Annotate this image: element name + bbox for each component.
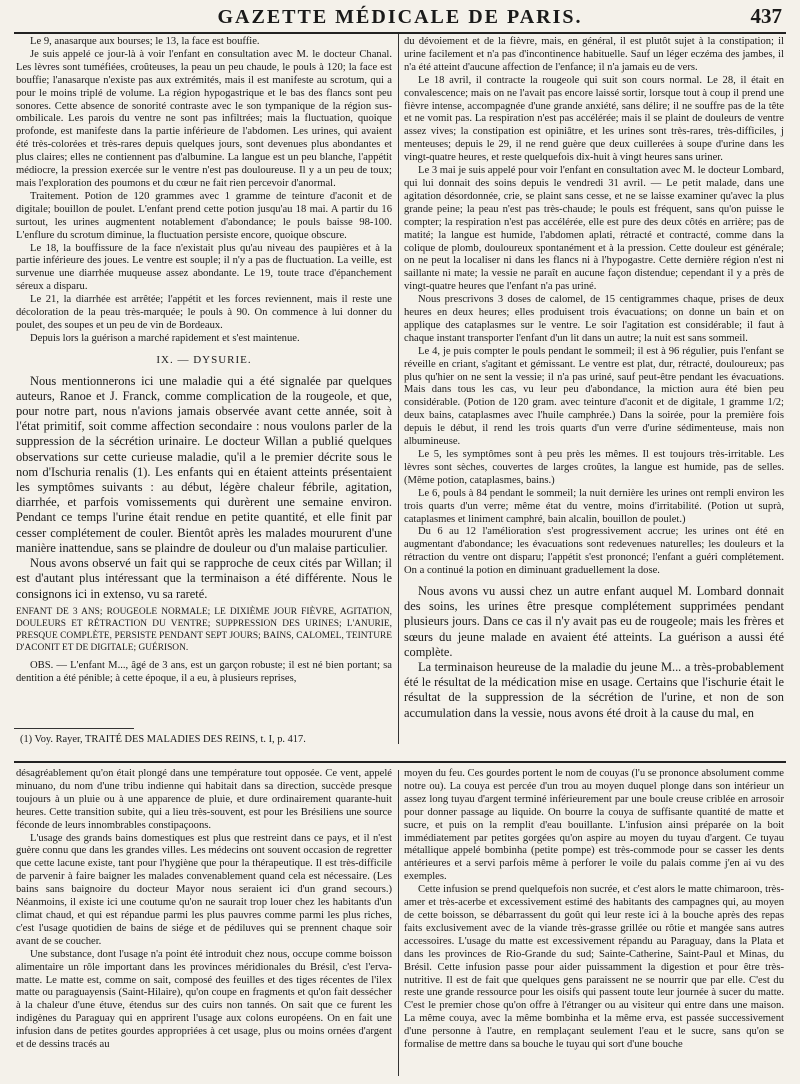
paragraph: moyen du feu. Ces gourdes portent le nom de couyas (l'u se prononce absolument comme notre ou). La couya est percée d'un trou au moyen duquel plonge dans son intérieur un assez long tuyau d'argent terminé inférieurement par une boule creuse criblée en arrosoir pour donner passage au liquide. On bourre la couya de suffisante quantité de matte et sucre, et puis on la remplit d'eau bouillante. L'infusion ainsi préparée on la boit immédiatement par petites gorgées qu'on aspire au moyen du tuyau d'argent. Ce tuyau métallique appelé bombinha (petite pompe) est très-commode pour se casser les dents antérieures et a servi parfois même à perforer le voile du palais comme j'en ai vu des exemples. [404,768,784,883]
bottom-left-column [16,768,392,1080]
page-number: 437 [750,4,782,28]
footnote: (1) Voy. Rayer, TRAITÉ DES MALADIES DES REINS, t. I, p. 417. [20,734,306,745]
paragraph: Le 6, pouls à 84 pendant le sommeil; la nuit dernière les urines ont rempli environ les trois quarts d'un verre; même état du ventre, moins d'irritabilité. (Potion ut suprà, cataplasmes et liniment camphré, bain alcalin, bouillon de poulet.) [404,487,784,525]
paragraph: Nous avons observé un fait qui se rapproche de ceux cités par Willan; il est d'autant plus intéressant que la terminaison a été différente. Nous le consignons ici in extenso, vu sa rareté. [16,556,392,601]
paragraph: Le 4, je puis compter le pouls pendant le sommeil; il est à 96 régulier, puis l'enfant se réveille en criant, s'agitant et gémissant. Le ventre est plat, dur, rétracté, douloureux; pas plus qu'hier on ne sent la vessie; il n'a pas uriné, sauf peut-être pendant les évacuations. Mais dans tous les cas, vu leur peu d'abondance, la miction aura été bien peu considérable. (Potion de 120 gram. avec teinture d'aconit et de digitale, 1 gramme 1/2; deux bains, cataplasmes avec l'huile camphrée.) Dans la soirée, pour la première fois depuis le début, il rend les trois quarts d'un verre d'urine sédimenteuse, mais non albumineuse. [404,345,784,448]
paragraph: désagréablement qu'on était plongé dans une température tout opposée. Ce vent, appelé minuano, du nom d'une tribu indienne qui habitait dans sa direction, succède presque toujours à un pluie ou à une apparence de pluie, et dure ordinairement quarante-huit heures. Cette transition subite, qui a lieu très-souvent, est pour les Brésiliens une source féconde de leurs innombrables constipaçoons. [16,768,392,831]
paragraph: La terminaison heureuse de la maladie du jeune M... a très-probablement été le résultat de la médication mise en usage. Certains que l'ischurie était le résultat de la suppression de la sécrétion de l'urine, et non de son accumulation dans la vessie, nous avons été droit à la cause du mal, en [404,660,784,720]
paragraph: Une substance, dont l'usage n'a point été introduit chez nous, occupe comme boisson alimentaire un rôle important dans les provinces méridionales du Brésil, c'est l'erva-matte. Le matte est, comme on sait, composé des feuilles et des tiges récentes de l'ilex matte ou paraguayensis (Saint-Hilaire), qu'on coupe en fragments et qu'on fait dessécher à la chaleur d'une étuve, étendus sur des cuirs non tannés. On sait que ce furent les indigènes du Paraguay qui en apprirent l'usage aux colons européens. On en fait une infusion dans de petites gourdes appropriées à cet usage, plus ou moins ornées d'argent et de dessins tracés au [16,948,392,1051]
paragraph: Nous mentionnerons ici une maladie qui a été signalée par quelques auteurs, Ranoe et J. Franck, comme complication de la rougeole, et que, pour notre part, nous n'avions jamais observée avant cette année, soit à l'état primitif, soit comme affection secondaire : nous voulons parler de la suppression de la sécrétion urinaire. Le docteur Willan a publié quelques observations sur cette curieuse maladie, qu'il a le premier décrite sous le nom d'Ischuria renalis (1). Les enfants qui en étaient atteints présentaient les symptômes suivants : au début, légère chaleur fébrile, agitation, diarrhée, et parfois vomissements qui durèrent une semaine environ. Pendant ce temps l'urine était rendue en petite quantité, et elle finit par cesser complétement de couler. Bientôt après les malades moururent d'une manière inattendue, sans se plaindre de douleur ou d'un malaise particulier. [16,373,392,555]
top-right-column [404,36,784,754]
footnote-rule [14,728,134,729]
paragraph: Le 5, les symptômes sont à peu près les mêmes. Il est toujours très-irritable. Les lèvres sont sèches, couvertes de larges croûtes, la langue est humide, pas de selles. (Même potion, cataplasmes, bains.) [404,449,784,486]
section-separator [14,761,786,763]
column-divider [398,770,399,1076]
paragraph: Je suis appelé ce jour-là à voir l'enfant en consultation avec M. le docteur Chanal. Les lèvres sont tuméfiées, croûteuses, la peau un peu chaude, le pouls à 120; la face est bouffie; l'anasarque n'existe pas aux extrémités, mais il est manifeste au scrotum, qui a pour le moins triplé de volume. La région hypogastrique et le bas des flancs sont peu sonores. Cette absence de sonorité contraste avec le son tympanique de la région sus-ombilicale. Les parois du ventre ne sont pas infiltrées; mais la fluctuation, quoique profonde, est manifeste dans la partie inférieure de l'abdomen. Les urines, qui avaient été très-colorées et très-rares depuis quelques jours, sont devenues plus abondantes et plus claires; elles ne contiennent pas d'albumine. La langue est un peu blanche, l'appétit médiocre, la pression exercée sur le ventre n'est pas douloureuse. Il y a un peu de toux; mais l'exploration des poumons et du cœur ne fait rien percevoir d'anormal. [16,48,392,189]
top-left-column [16,36,392,728]
paragraph: Traitement. Potion de 120 grammes avec 1 gramme de teinture d'aconit et de digitale; bouillon de poulet. L'enfant prend cette potion jusqu'au 18 mai. A partir du 16 surtout, les urines augmentent notablement d'abondance; le pouls baisse 98-100. L'enflure du scrotum diminue, la fluctuation persiste encore, quoique obscure. [16,190,392,241]
paragraph: Le 18 avril, il contracte la rougeole qui suit son cours normal. Le 28, il était en convalescence; mais on ne l'avait pas encore laissé sortir, lorsque tout à coup il prend une fièvre intense, accompagnée d'une grande anxiété, sans délire; il ne souffre pas de la tête et ne vomit pas. La respiration n'est pas accélérée; mais il se plaint de douleurs de ventre assez vives; la constipation est opiniâtre, et les urines sont très-rares, très-difficiles, j menteuses; depuis le 29, il ne rend guère que deux cuillerées à soupe d'urine dans les vingt-quatre heures, et reste quelquefois dix-huit à vingt heures sans uriner. [404,74,784,164]
paragraph: Le 18, la bouffissure de la face n'existait plus qu'au niveau des paupières et à la partie inférieure des joues. Le ventre est souple; il n'y a pas de fluctuation. La veille, est survenue une diarrhée muqueuse assez abondante. Le 19, toute trace d'épanchement séreux a disparu. [16,242,392,293]
journal-title: GAZETTE MÉDICALE DE PARIS. [217,6,583,28]
paragraph: L'usage des grands bains domestiques est plus que restreint dans ce pays, et il n'est guère connu que dans les grandes villes. Les médecins ont souvent occasion de regretter que cette lacune existe, tant pour l'hygiène que pour la thérapeutique. Il est très-difficile de parvenir à faire baigner les malades convenablement quand cela est nécessaire. (Les bains sans baignoire du docteur Mayor nous seraient ici d'un grand secours.) Néanmoins, il existe ici une coutume qu'on ne saurait trop louer chez les habitants d'un climat chaud, et qui est répandue parmi les plus pauvres comme parmi les plus riches, c'est l'usage quotidien de bains de siége et de pédiluves qui se prennent chaque soir avant de se coucher. [16,832,392,947]
paragraph: du dévoiement et de la fièvre, mais, en général, il est plutôt sujet à la constipation; il urine facilement et n'a pas d'incontinence habituelle. Sauf un léger eczéma des jambes, il n'a été atteint d'aucune affection de l'enfance; il n'a jamais eu de vers. [404,36,784,73]
column-divider [398,34,399,744]
bottom-right-column [404,768,784,1080]
section-heading: IX. — DYSURIE. [156,353,252,366]
paragraph: OBS. — L'enfant M..., âgé de 3 ans, est un garçon robuste; il est né bien portant; sa dentition a été pénible; à cette époque, il a eu, à plusieurs reprises, [16,659,392,684]
page-header [14,2,786,34]
paragraph: Cette infusion se prend quelquefois non sucrée, et c'est alors le matte chimaroon, très-amer et très-acerbe et excessivement estimé des habitants des campagnes qui, au moyen de cette boisson, se débarrassent du goût qui leur reste ici à la bouche après des repas faits exclusivement avec de la viande très-grasse grillée ou rôtie et mangée sans autres accessoires. L'usage du matte est excessivement répandu au Paraguay, dans la Plata et dans les provinces de Rio-Grande du sud; Sainte-Catherine, Saint-Paul et Minas, du Brésil. Cette infusion passe pour aider puissamment la digestion et pour être très-nutritive. Il est de fait que quelques gens paraissent ne se nourrir que par elle. C'est du reste une grande ressource pour les oisifs qui passent toute leur journée à sucer du matte. C'est le premier chose qu'on offre à l'étranger ou au visiteur qui entre dans une maison. La même couya, avec la même bombinha et la même erva, est passée successivement d'une personne à l'autre, en remplaçant seulement l'eau et le sucre, sans qu'on se formalise de mettre dans sa bouche le tuyau qui sort d'une bouche [404,884,784,1051]
paragraph: Le 21, la diarrhée est arrêtée; l'appétit et les forces reviennent, mais il reste une décoloration de la peau très-marquée; le pouls à 90. On commence à lui donner du poulet, des soupes et un peu de vin de Bordeaux. [16,294,392,331]
paragraph: Nous prescrivons 3 doses de calomel, de 15 centigrammes chaque, prises de deux heures en deux heures; elles produisent trois évacuations; on donne un bain et on applique des cataplasmes sur le ventre. Le soir l'agitation est considérable; il faut à chaque instant transporter l'enfant d'un lit dans un autre; la nuit est sans sommeil. [404,294,784,344]
paragraph: Depuis lors la guérison a marché rapidement et s'est maintenue. [30,332,300,344]
observation-summary: ENFANT DE 3 ANS; ROUGEOLE NORMALE; LE DIXIÈME JOUR FIÈVRE, AGITATION, DOULEURS ET RÉTRACTION DU VENTRE; SUPPRESSION DES URINES; L'ANURIE, PRESQUE COMPLÈTE, PERSISTE PENDANT SEPT JOURS; BAINS, CALOMEL, TEINTURE D'ACONIT ET DE DIGITALE; GUÉRISON. [16,606,392,653]
paragraph: Le 9, anasarque aux bourses; le 13, la face est bouffie. [30,36,260,47]
paragraph: Du 6 au 12 l'amélioration s'est progressivement accrue; les urines ont été en augmentant d'abondance; les évacuations sont redevenues naturelles; les douleurs et la rétraction du ventre ont disparu; l'appétit s'est prononcé; l'enfant a guéri complétement. On a continué la potion en diminuant graduellement la dose. [404,526,784,577]
paragraph: Le 3 mai je suis appelé pour voir l'enfant en consultation avec M. le docteur Lombard, qui lui donnait des soins depuis le vendredi 31 avril. — Le petit malade, dans une agitation désordonnée, crie, se plaint sans cesse, et ne se laisse examiner qu'avec la plus grande peine; la peau n'est pas très-chaude; le pouls est fréquent, sans qu'on puisse le compter; la respiration n'est pas accélérée, elle est pure des deux côtés en arrière; pas de matité; la langue est humide, l'abdomen aplati, rétracté et contracté, comme dans la colique de plomb, douloureux spontanément et à la pression. Cette douleur est générale; on ne peut la localiser ni dans les flancs ni à l'hypogastre. Cette dernière région n'est ni saillante ni mate; la vessie ne paraît en aucune façon distendue; cependant il y a près de vingt-quatre heures que l'enfant n'a pas uriné. [404,165,784,293]
paragraph: Nous avons vu aussi chez un autre enfant auquel M. Lombard donnait des soins, les urines être presque complétement supprimées pendant plusieurs jours. Dans ce cas il n'y avait pas eu de rougeole; mais les frères et sœurs du jeune malade en avaient été atteints. La guérison a aussi été complète. [404,584,784,659]
